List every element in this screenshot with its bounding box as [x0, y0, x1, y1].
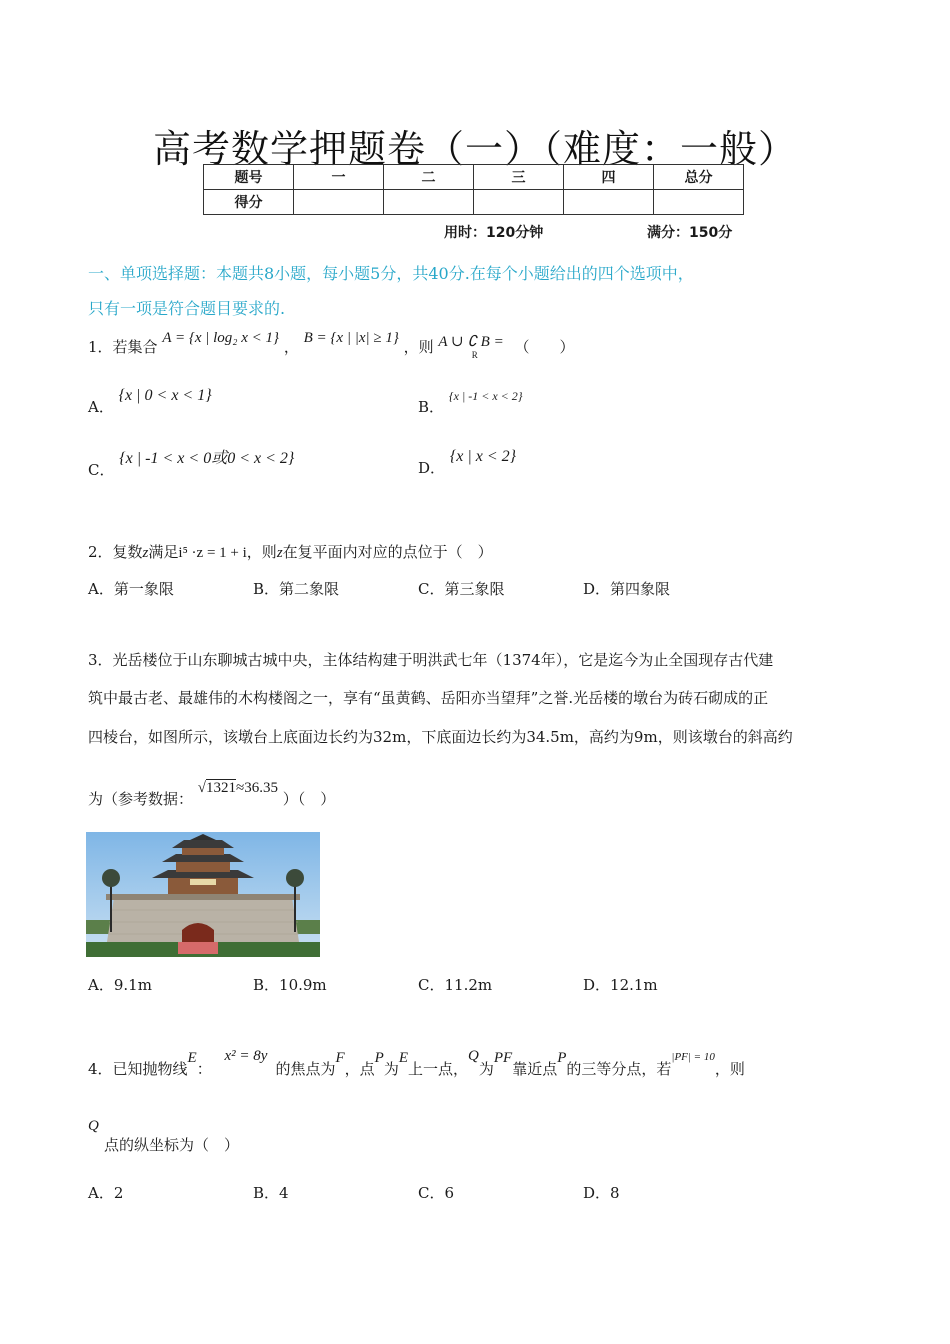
q4-text: 的焦点为	[275, 1060, 336, 1078]
q2-text: 满足	[148, 543, 179, 561]
q3-option-c[interactable]: C．11.2m	[418, 976, 493, 994]
q3-sqrt: √1321≈36.35	[197, 780, 279, 796]
option-text: {x | 0 < x < 1}	[118, 387, 212, 404]
score-cell: 二	[384, 165, 474, 190]
score-input-cell[interactable]	[294, 190, 384, 215]
option-label: D．	[418, 459, 446, 477]
option-label: C．	[88, 461, 115, 479]
q4-option-a[interactable]: A．2	[88, 1184, 124, 1202]
q2-var-z: z	[276, 545, 283, 561]
q1-set-a: A = {x | log₂ x < 1}	[162, 330, 280, 346]
q3-option-a[interactable]: A．9.1m	[88, 976, 152, 994]
score-cell: 总分	[654, 165, 744, 190]
q4-text: ，则	[714, 1060, 745, 1078]
score-table-score-row	[204, 190, 744, 215]
q2-option-c[interactable]: C．第三象限	[418, 580, 505, 598]
q4-option-d[interactable]: D．8	[583, 1184, 620, 1202]
score-cell: 四	[564, 165, 654, 190]
q4-var: P	[557, 1050, 567, 1066]
section-header	[88, 256, 868, 326]
q1-option-d[interactable]	[418, 448, 517, 478]
q3-line3: 四棱台，如图所示，该墩台上底面边长约为32m，下底面边长约为34.5m，高约为9m，则该墩台的斜高约	[88, 728, 793, 746]
q4-stem	[88, 1048, 745, 1079]
score-input-cell[interactable]	[654, 190, 744, 215]
page-title: 高考数学押题卷（一）（难度：一般）	[152, 127, 797, 171]
q1-stem	[88, 330, 575, 360]
q3-text: 为（参考数据：	[88, 790, 194, 808]
q3-line2: 筑中最古老、最雄伟的木构楼阁之一，享有“虽黄鹤、岳阳亦当望拜”之誉.光岳楼的墩台为砖石砌成的正	[88, 689, 769, 707]
q4-var: Q	[88, 1118, 99, 1134]
section-header-line2: 只有一项是符合题目要求的.	[88, 299, 286, 318]
option-text: {x | -1 < x < 0或0 < x < 2}	[119, 450, 295, 467]
q2-text: 在复平面内对应的点位于（ ）	[282, 543, 493, 561]
q4-var: E	[187, 1050, 197, 1066]
score-input-cell[interactable]	[564, 190, 654, 215]
full-score-label: 满分：150分	[647, 225, 733, 241]
q1-option-b[interactable]	[418, 389, 523, 417]
score-cell: 三	[474, 165, 564, 190]
q4-var: P	[374, 1050, 384, 1066]
q2-text: ，则	[246, 543, 277, 561]
time-label: 用时：120分钟	[444, 225, 544, 241]
q4-text: 点的纵坐标为（ ）	[104, 1136, 240, 1154]
q4-text: 的三等分点，若	[566, 1060, 672, 1078]
q2-equation: i⁵ ·z = 1 + i	[178, 545, 247, 561]
score-input-cell[interactable]	[474, 190, 564, 215]
q1-number: 1．若集合	[88, 338, 158, 356]
tower-illustration	[86, 832, 320, 957]
option-label: A．	[88, 398, 114, 416]
q3-sqrt-radicand: 1321	[206, 780, 237, 796]
option-text: {x | x < 2}	[449, 448, 517, 465]
q3-line1: 3．光岳楼位于山东聊城古城中央，主体结构建于明洪武七年（1374年），它是迄今为止全国现存古代建	[88, 651, 774, 669]
score-cell: 一	[294, 165, 384, 190]
q3-option-b[interactable]: B．10.9m	[253, 976, 327, 994]
guangyue-tower-photo	[86, 832, 320, 957]
q2-var-z: z	[142, 545, 149, 561]
q1-comma: ，	[283, 338, 299, 356]
q4-text: 为	[383, 1060, 399, 1078]
section-header-line1: 一、单项选择题：本题共8小题，每小题5分，共40分.在每个小题给出的四个选项中，	[88, 264, 694, 283]
q3-line4	[88, 780, 336, 809]
q3-option-d[interactable]: D．12.1m	[583, 976, 658, 994]
q3-text: ）（ ）	[282, 790, 336, 808]
q1-set-b: B = {x | |x| ≥ 1}	[303, 330, 399, 346]
q4-var: Q	[468, 1048, 479, 1064]
q4-option-c[interactable]: C．6	[418, 1184, 455, 1202]
q2-option-a[interactable]: A．第一象限	[88, 580, 174, 598]
q1-paren: （ ）	[514, 338, 575, 356]
q4-equation: x² = 8y	[224, 1048, 268, 1064]
q4-text: 4．已知抛物线	[88, 1060, 188, 1078]
q2-option-d[interactable]: D．第四象限	[583, 580, 671, 598]
q4-text: 为	[478, 1060, 494, 1078]
score-cell: 题号	[204, 165, 294, 190]
score-table-header-row	[204, 165, 744, 190]
q4-var: PF	[493, 1050, 513, 1066]
q2-option-b[interactable]: B．第二象限	[253, 580, 340, 598]
score-table	[203, 164, 744, 215]
q3-approx: ≈36.35	[236, 780, 279, 796]
q4-condition: |PF| = 10	[671, 1051, 715, 1063]
q4-var: E	[398, 1050, 409, 1066]
q1-option-a[interactable]	[88, 387, 212, 417]
q2-stem	[88, 541, 493, 562]
q2-text: 2．复数	[88, 543, 143, 561]
q1-then: ，则	[403, 338, 434, 356]
q1-option-c[interactable]	[88, 450, 295, 480]
q4-text: ，点	[344, 1060, 375, 1078]
option-label: B．	[418, 398, 445, 416]
q1-subscript: R	[471, 350, 478, 360]
score-input-cell[interactable]	[384, 190, 474, 215]
q1-expression: A ∪ ∁ B =	[438, 334, 504, 350]
q4-option-b[interactable]: B．4	[253, 1184, 289, 1202]
q4-text: 靠近点	[512, 1060, 558, 1078]
q4-text: ：	[196, 1060, 212, 1078]
score-cell: 得分	[204, 190, 294, 215]
q4-text: 上一点，	[408, 1060, 469, 1078]
option-text: {x | -1 < x < 2}	[448, 389, 523, 403]
q4-var: F	[335, 1050, 345, 1066]
